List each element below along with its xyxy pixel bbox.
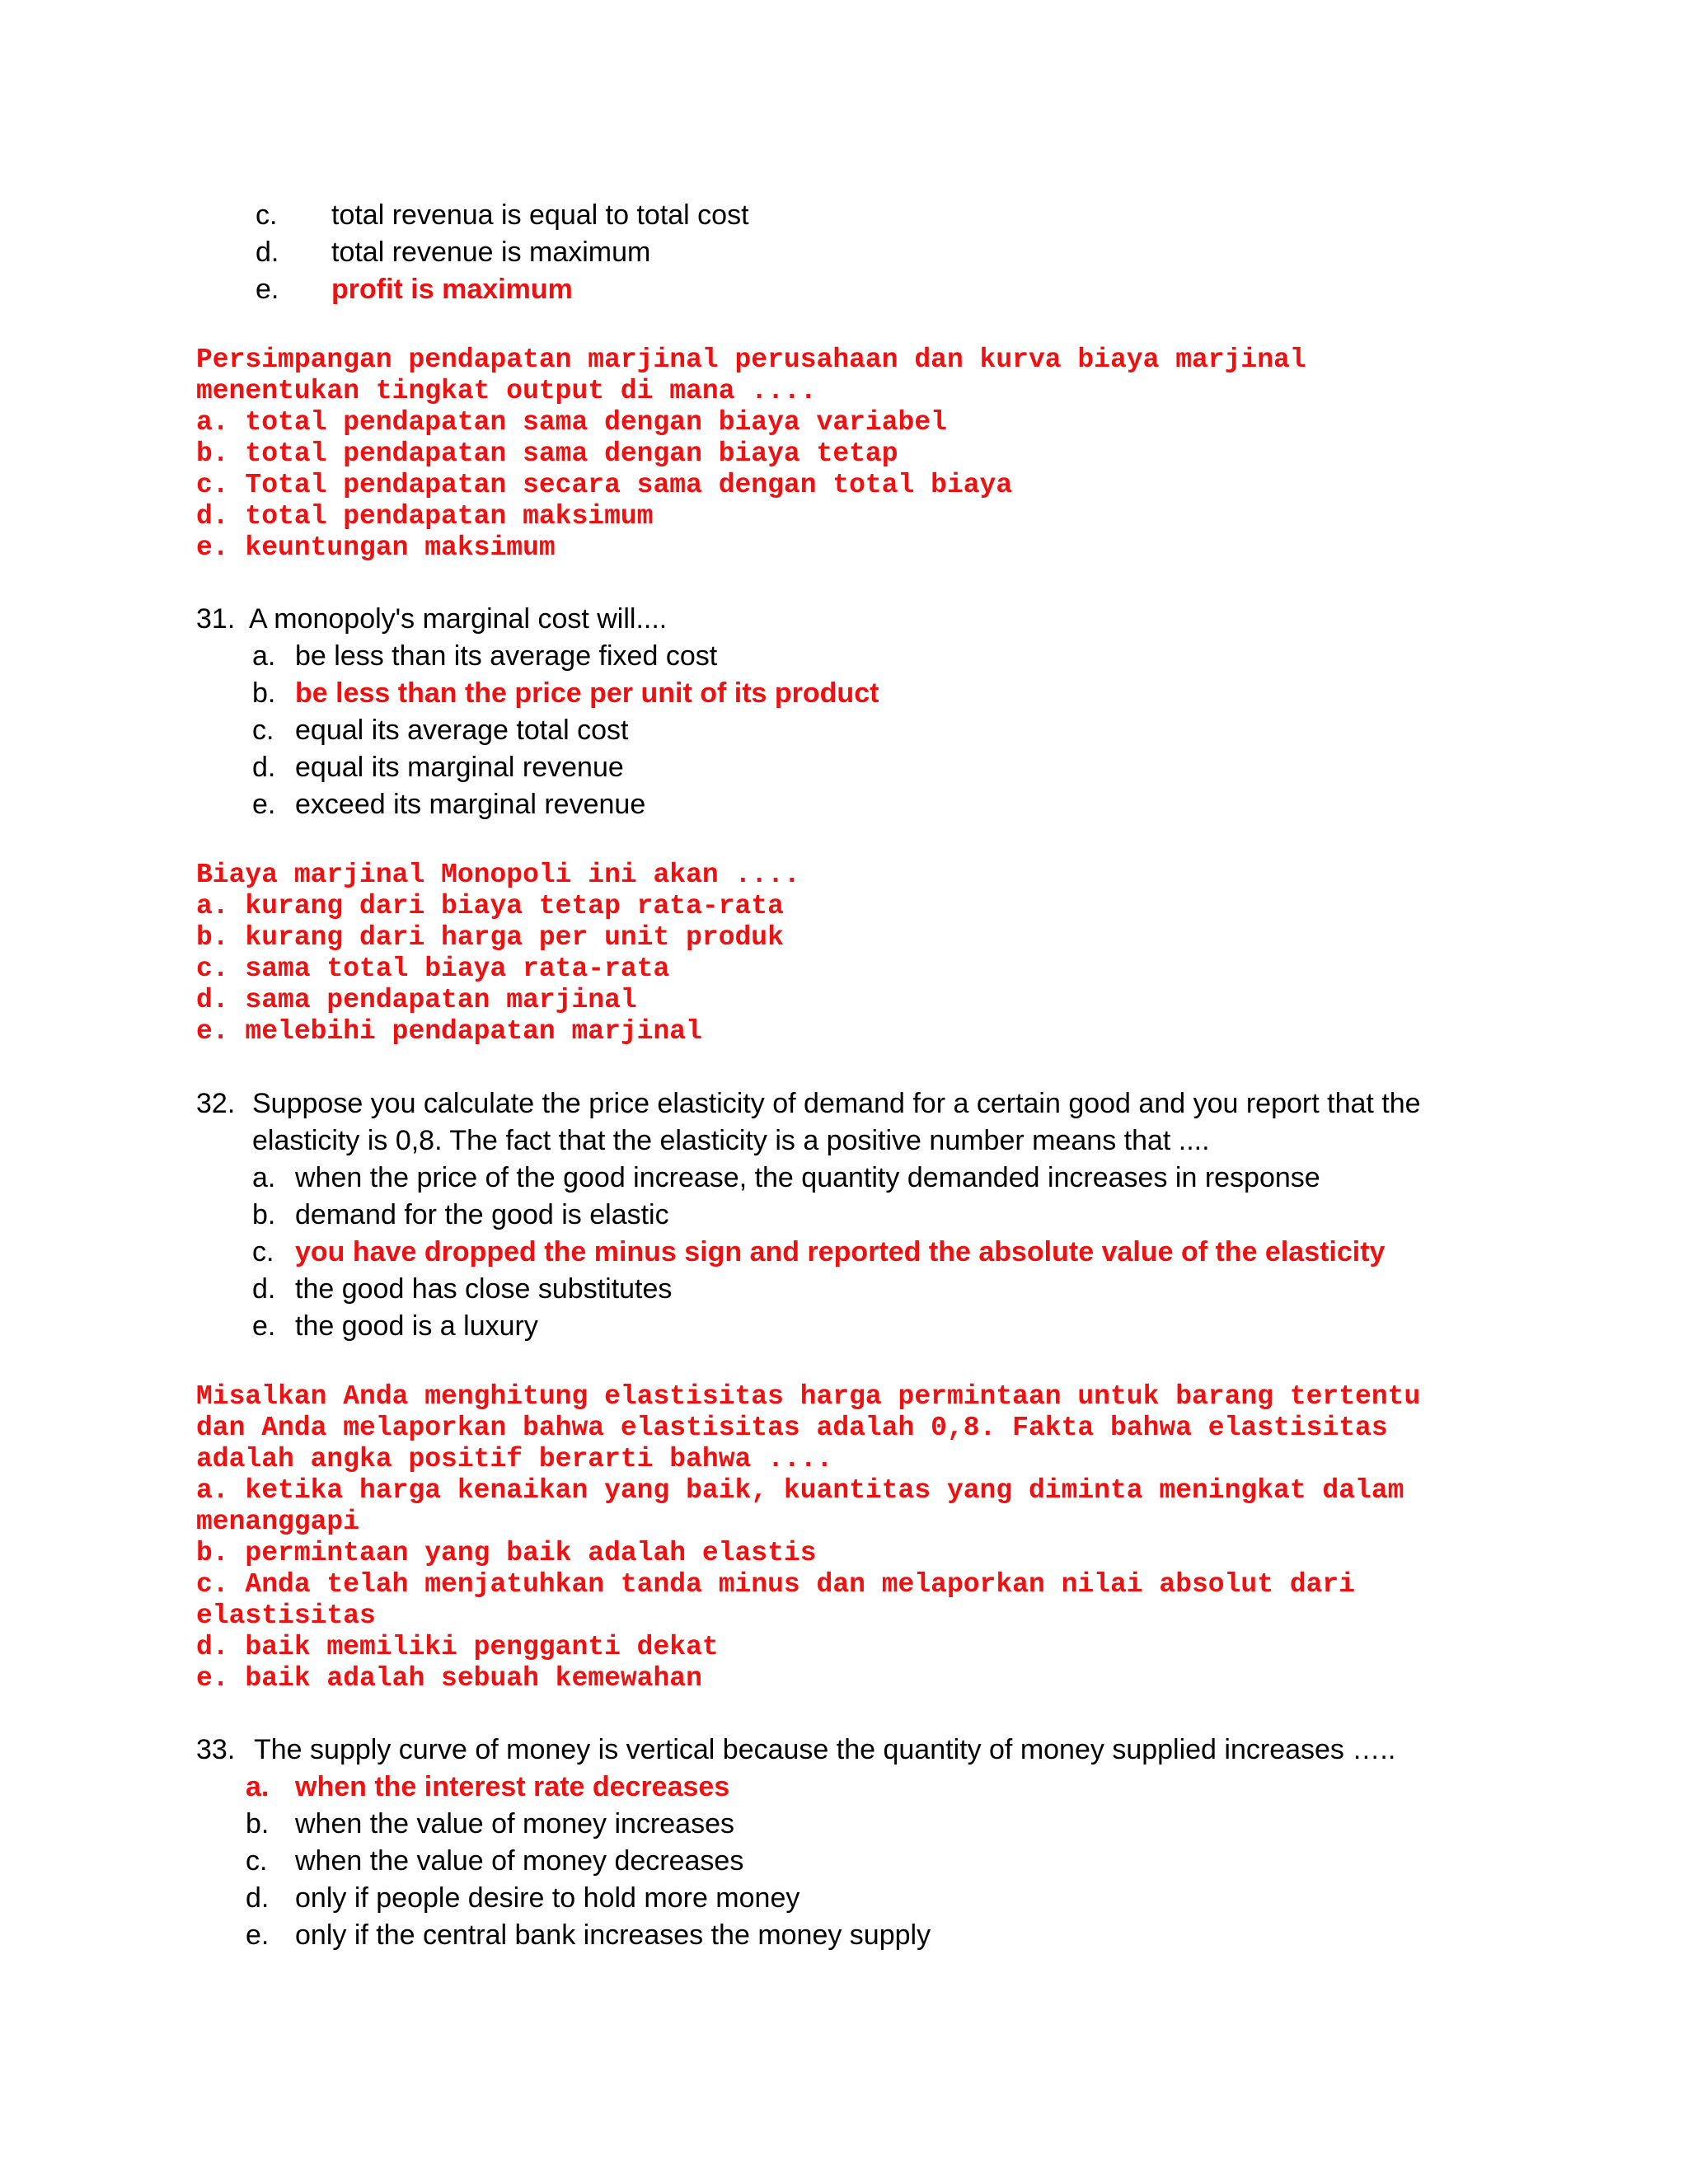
q31-option-b-answer: be less than the price per unit of its product: [295, 677, 879, 709]
q33-option-b-letter: b.: [246, 1808, 270, 1840]
q31-translation-line: e. melebihi pendapatan marjinal: [196, 1016, 702, 1047]
q33-number: 33.: [196, 1734, 236, 1765]
q30-translation-line: c. Total pendapatan secara sama dengan total biaya: [196, 470, 1013, 500]
q30-translation-line: a. total pendapatan sama dengan biaya variabel: [196, 407, 947, 438]
q31-option-a-letter: a.: [252, 640, 276, 672]
q32-option-a-text: when the price of the good increase, the quantity demanded increases in response: [295, 1162, 1320, 1193]
q33-option-d-letter: d.: [246, 1882, 270, 1914]
q30-translation-line: b. total pendapatan sama dengan biaya tetap: [196, 438, 898, 469]
q31-question: A monopoly's marginal cost will....: [249, 603, 668, 635]
q32-translation-line: elastisitas: [196, 1601, 376, 1631]
q30-option-c-text: total revenua is equal to total cost: [331, 199, 749, 231]
q33-option-e-text: only if the central bank increases the money supply: [295, 1919, 931, 1951]
q31-translation-line: c. sama total biaya rata-rata: [196, 954, 670, 984]
q32-option-b-letter: b.: [252, 1199, 276, 1230]
q30-translation-line: menentukan tingkat output di mana ....: [196, 376, 817, 406]
q30-translation-line: Persimpangan pendapatan marjinal perusahaan dan kurva biaya marjinal: [196, 344, 1306, 375]
q32-option-a-letter: a.: [252, 1162, 276, 1193]
q32-option-c-answer: you have dropped the minus sign and reported the absolute value of the elasticity: [295, 1236, 1386, 1268]
q33-option-c-text: when the value of money decreases: [295, 1845, 744, 1877]
q32-option-e-text: the good is a luxury: [295, 1310, 538, 1342]
q31-translation-line: Biaya marjinal Monopoli ini akan ....: [196, 860, 800, 890]
q32-number: 32.: [196, 1088, 236, 1119]
q30-option-d-letter: d.: [256, 237, 279, 268]
q31-translation-line: a. kurang dari biaya tetap rata-rata: [196, 891, 784, 921]
q30-translation-line: e. keuntungan maksimum: [196, 532, 556, 563]
q33-option-a-answer: when the interest rate decreases: [295, 1771, 730, 1802]
q31-option-c-letter: c.: [252, 715, 274, 746]
q33-option-a-letter: a.: [246, 1771, 270, 1802]
q31-number: 31.: [196, 603, 236, 635]
q32-translation-line: b. permintaan yang baik adalah elastis: [196, 1538, 817, 1568]
q31-option-c-text: equal its average total cost: [295, 715, 629, 746]
q32-option-d-letter: d.: [252, 1273, 276, 1305]
q32-question-line2: elasticity is 0,8. The fact that the elasticity is a positive number means that ....: [252, 1125, 1210, 1156]
q32-option-d-text: the good has close substitutes: [295, 1273, 673, 1305]
q33-question: The supply curve of money is vertical because the quantity of money supplied increases …..: [254, 1734, 1396, 1765]
q33-option-e-letter: e.: [246, 1919, 270, 1951]
q32-translation-line: e. baik adalah sebuah kemewahan: [196, 1663, 702, 1694]
q32-translation-line: menanggapi: [196, 1507, 360, 1537]
q32-translation-line: dan Anda melaporkan bahwa elastisitas adalah 0,8. Fakta bahwa elastisitas: [196, 1413, 1388, 1443]
q33-option-d-text: only if people desire to hold more money: [295, 1882, 800, 1914]
q32-question-line1: Suppose you calculate the price elasticity of demand for a certain good and you report that the: [252, 1088, 1421, 1119]
q31-option-e-letter: e.: [252, 789, 276, 820]
q32-translation-line: a. ketika harga kenaikan yang baik, kuantitas yang diminta meningkat dalam: [196, 1475, 1404, 1506]
q31-option-e-text: exceed its marginal revenue: [295, 789, 646, 820]
q30-option-d-text: total revenue is maximum: [331, 237, 651, 268]
q30-option-e-letter: e.: [256, 274, 279, 305]
q31-option-a-text: be less than its average fixed cost: [295, 640, 718, 672]
q31-option-d-letter: d.: [252, 752, 276, 783]
q32-translation-line: adalah angka positif berarti bahwa ....: [196, 1444, 833, 1474]
q32-translation-line: c. Anda telah menjatuhkan tanda minus dan melaporkan nilai absolut dari: [196, 1569, 1356, 1600]
q32-option-c-letter: c.: [252, 1236, 274, 1268]
q32-option-b-text: demand for the good is elastic: [295, 1199, 669, 1230]
q31-translation-line: d. sama pendapatan marjinal: [196, 985, 637, 1015]
q33-option-b-text: when the value of money increases: [295, 1808, 734, 1840]
q32-translation-line: Misalkan Anda menghitung elastisitas harga permintaan untuk barang tertentu: [196, 1381, 1421, 1412]
q32-option-e-letter: e.: [252, 1310, 276, 1342]
q32-translation-line: d. baik memiliki pengganti dekat: [196, 1632, 719, 1662]
q31-option-d-text: equal its marginal revenue: [295, 752, 624, 783]
q33-option-c-letter: c.: [246, 1845, 268, 1877]
q31-option-b-letter: b.: [252, 677, 276, 709]
q30-option-c-letter: c.: [256, 199, 278, 231]
q30-option-e-answer: profit is maximum: [331, 274, 573, 305]
q31-translation-line: b. kurang dari harga per unit produk: [196, 922, 784, 953]
q30-translation-line: d. total pendapatan maksimum: [196, 501, 654, 532]
